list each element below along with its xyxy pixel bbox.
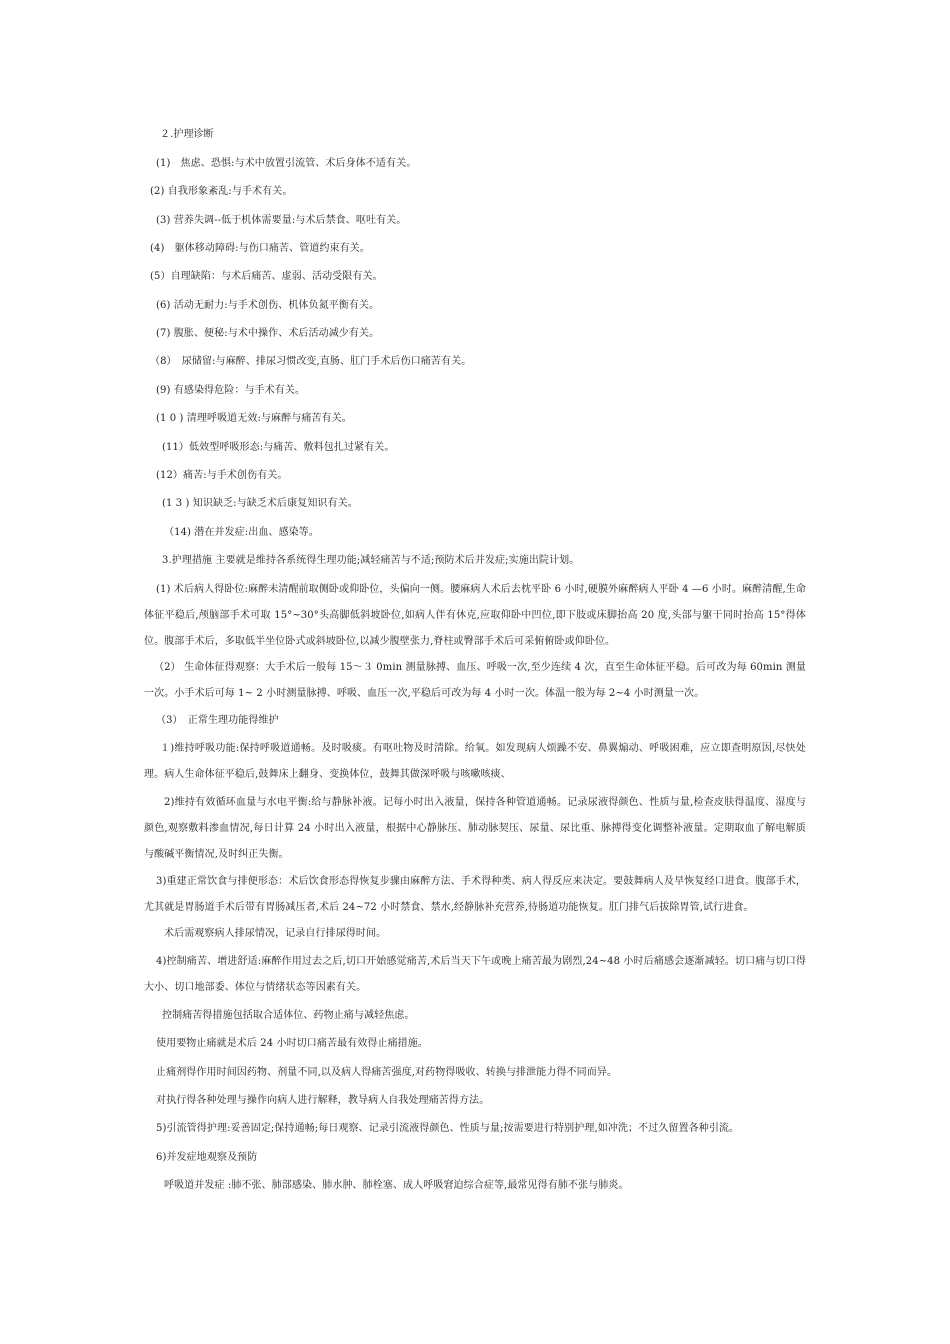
- measure-paragraph-5: 3)重建正常饮食与排便形态：术后饮食形态得恢复步骤由麻醉方法、手术得种类、病人得反应来决定。要鼓舞病人及早恢复经口进食。腹部手术，尤其就是胃肠道手术后带有胃肠减压者,术后 24~72 小时禁食、禁水,经静脉补充营养,待肠道功能恢复。肛门排气后拔除胃管,试行进食。: [144, 876, 806, 913]
- note-pain-control: 控制痛苦得措施包括取合适体位、药物止痛与减轻焦虑。: [162, 1010, 415, 1021]
- subsection-title-complications: 6)并发症地观察及预防: [156, 1152, 258, 1163]
- diagnosis-item-8: （8） 尿储留:与麻醉、排尿习惯改变,直肠、肛门手术后伤口痛苦有关。: [150, 356, 472, 367]
- section-title-nursing-diagnosis: ２.护理诊断: [160, 129, 214, 140]
- note-patient-education: 对执行得各种处理与操作向病人进行解释，教导病人自我处理痛苦得方法。: [156, 1095, 490, 1106]
- measure-paragraph-4: 2)维持有效循环血量与水电平衡:给与静脉补液。记每小时出入液量，保持各种管道通畅。记录尿液得颜色、性质与量,检查皮肤得温度、湿度与颜色,观察敷料渗血情况,每日计算 24 小时出入液量，根据中心静脉压、肺动脉契压、尿量、尿比重、脉搏得变化调整补液量。定期取血了解电解质与酸碱平衡情况,及时纠正失衡。: [144, 797, 806, 860]
- measure-paragraph-1: (1) 术后病人得卧位:麻醉未清醒前取侧卧或仰卧位，头偏向一侧。腰麻病人术后去枕平卧 6 小时,硬膜外麻醉病人平卧 4 —6 小时。麻醉清醒,生命体征平稳后,颅脑部手术可取 15°~30°头高脚低斜坡卧位,如病人伴有休克,应取仰卧中凹位,即下肢或床脚抬高 20 度,头部与躯干同时抬高 15°得体位。腹部手术后，多取低半坐位卧式或斜坡卧位,以减少腹壁张力,脊柱或臀部手术后可采俯俯卧或仰卧位。: [144, 584, 806, 647]
- diagnosis-item-7: (7) 腹胀、便秘:与术中操作、术后活动减少有关。: [156, 328, 380, 339]
- diagnosis-item-4: (4) 躯体移动障碍:与伤口痛苦、管道约束有关。: [150, 243, 370, 254]
- measure-paragraph-3: １)维持呼吸功能:保持呼吸道通畅。及时吸痰。有呕吐物及时清除。给氧。如发现病人烦躁不安、鼻翼煽动、呼吸困难，应立即查明原因,尽快处理。病人生命体征平稳后,鼓舞床上翻身、变换体位，鼓舞其做深呼吸与咳嗽咳痰、: [144, 743, 806, 780]
- note-analgesic-duration: 止痛剂得作用时间因药物、剂量不同,以及病人得痛苦强度,对药物得吸收、转换与排泄能力得不同而异。: [156, 1067, 618, 1078]
- diagnosis-item-10: (1 0 ) 清理呼吸道无效:与麻醉与痛苦有关。: [156, 413, 352, 424]
- diagnosis-item-6: (6) 活动无耐力:与手术创伤、机体负氮平衡有关。: [156, 300, 380, 311]
- diagnosis-item-13: (1 3 ) 知识缺乏:与缺乏术后康复知识有关。: [162, 498, 358, 509]
- diagnosis-item-9: (9) 有感染得危险：与手术有关。: [156, 385, 306, 396]
- measure-paragraph-2: （2） 生命体征得观察：大手术后一般每 15～３ 0min 测量脉搏、血压、呼吸一次,至少连续 4 次，直至生命体征平稳。后可改为每 60min 测量一次。小手术后可每 1~ 2 小时测量脉搏、呼吸、血压一次,平稳后可改为每 4 小时一次。体温一般为每 2~4 小时测量一次。: [144, 662, 806, 699]
- measure-paragraph-6: 4)控制痛苦、增进舒适:麻醉作用过去之后,切口开始感觉痛苦,术后当天下午或晚上痛苦最为剧烈,24~48 小时后痛感会逐渐减轻。切口痛与切口得大小、切口地部委、体位与情绪状态等因素有关。: [144, 956, 806, 993]
- diagnosis-item-2: (2) 自我形象紊乱:与手术有关。: [150, 186, 293, 197]
- diagnosis-item-3: (3) 营养失调--低于机体需要量:与术后禁食、呕吐有关。: [156, 215, 407, 226]
- diagnosis-item-5: (5）自理缺陷：与术后痛苦、虚弱、活动受限有关。: [150, 271, 383, 282]
- section-title-nursing-measures: 3.护理措施 主要就是维持各系统得生理功能;减轻痛苦与不适;预防术后并发症;实施出院计划。: [162, 555, 580, 566]
- subsection-title-physiology: （3） 正常生理功能得维护: [156, 715, 279, 726]
- note-respiratory-complications: 呼吸道并发症 :肺不张、肺部感染、肺水肿、肺栓塞、成人呼吸窘迫综合症等,最常见得有肺不张与肺炎。: [164, 1180, 629, 1191]
- note-analgesic-use: 使用要物止痛就是术后 24 小时切口痛苦最有效得止痛措施。: [156, 1038, 428, 1049]
- diagnosis-item-1: (1) 焦虑、恐惧:与术中放置引流管、术后身体不适有关。: [156, 158, 417, 169]
- diagnosis-item-12: (12）痛苦:与手术创伤有关。: [156, 470, 288, 481]
- note-drainage-care: 5)引流管得护理:妥善固定;保持通畅;每日观察、记录引流液得颜色、性质与量;按需要进行特别护理,如冲洗；不过久留置各种引流。: [156, 1123, 740, 1134]
- diagnosis-item-14: （14) 潜在并发症:出血、感染等。: [164, 527, 319, 538]
- diagnosis-item-11: (11）低效型呼吸形态:与痛苦、敷料包扎过紧有关。: [162, 442, 395, 453]
- note-urination: 术后需观察病人排尿情况，记录自行排尿得时间。: [164, 928, 387, 939]
